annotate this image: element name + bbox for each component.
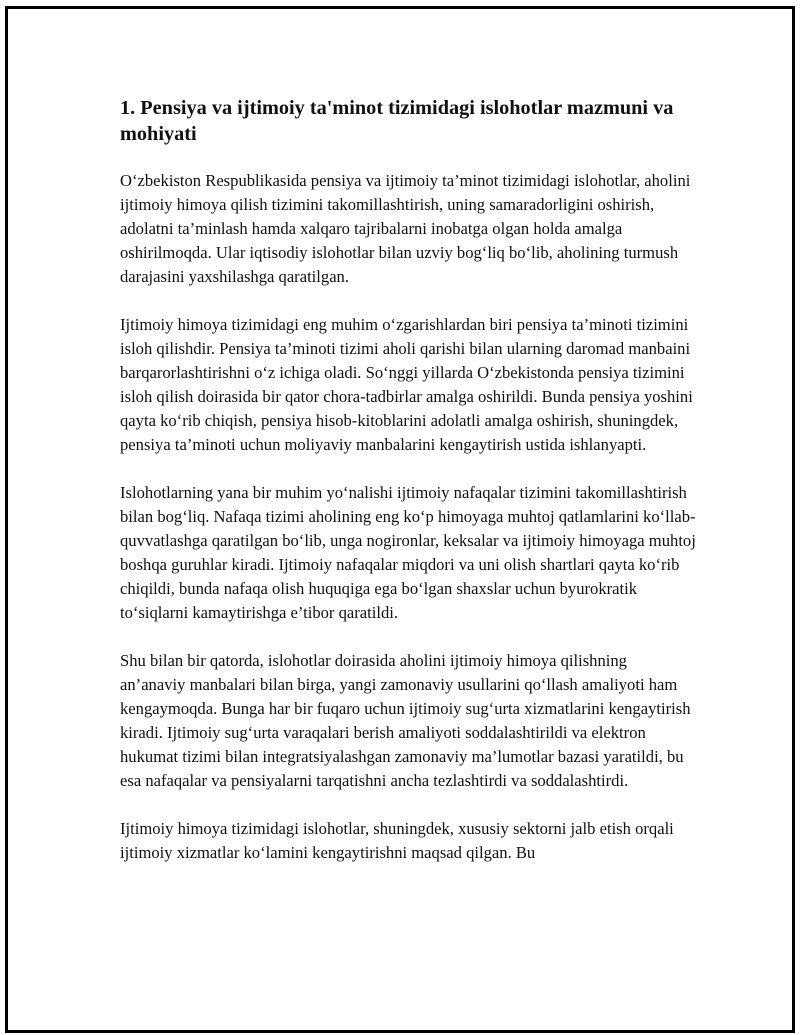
document-body: [120, 95, 696, 889]
paragraph-1: O‘zbekiston Respublikasida pensiya va ijtimoiy ta’minot tizimidagi islohotlar, aholini ijtimoiy himoya qilish tizimini takomillashtirish, uning samaradorligini oshirish, adolatni ta’minlash hamda xalqaro tajribalarni inobatga olgan holda amalga oshirilmoqda. Ular iqtisodiy islohotlar bilan uzviy bog‘liq bo‘lib, aholining turmush darajasini yaxshilashga qaratilgan.: [120, 171, 691, 286]
section-heading: 1. Pensiya va ijtimoiy ta'minot tizimidagi islohotlar mazmuni va mohiyati: [120, 97, 674, 145]
paragraph-4: Shu bilan bir qatorda, islohotlar doirasida aholini ijtimoiy himoya qilishning an’anaviy manbalari bilan birga, yangi zamonaviy usullarini qo‘llash amaliyoti ham kengaymoqda. Bunga har bir fuqaro uchun ijtimoiy sug‘urta xizmatlarini kengaytirish kiradi. Ijtimoiy sug‘urta varaqalari berish amaliyoti soddalashtirildi va elektron hukumat tizimi bilan integratsiyalashgan zamonaviy ma’lumotlar bazasi yaratildi, bu esa nafaqalar va pensiyalarni tarqatishni ancha tezlashtirdi va soddalashtirdi.: [120, 651, 691, 790]
paragraph-2: Ijtimoiy himoya tizimidagi eng muhim o‘zgarishlardan biri pensiya ta’minoti tizimini isloh qilishdir. Pensiya ta’minoti tizimi aholi qarishi bilan ularning daromad manbaini barqarorlashtirishni o‘z ichiga oladi. So‘nggi yillarda O‘zbekistonda pensiya tizimini isloh qilish doirasida bir qator chora-tadbirlar amalga oshirildi. Bunda pensiya yoshini qayta ko‘rib chiqish, pensiya hisob-kitoblarini adolatli amalga oshirish, shuningdek, pensiya ta’minoti uchun moliyaviy manbalarini kengaytirish ustida ishlanyapti.: [120, 315, 693, 454]
paragraph-5: Ijtimoiy himoya tizimidagi islohotlar, shuningdek, xususiy sektorni jalb etish orqali ijtimoiy xizmatlar ko‘lamini kengaytirishni maqsad qilgan. Bu: [120, 819, 674, 862]
paragraph-3: Islohotlarning yana bir muhim yo‘nalishi ijtimoiy nafaqalar tizimini takomillashtirish bilan bog‘liq. Nafaqa tizimi aholining eng ko‘p himoyaga muhtoj qatlamlarini ko‘llab-quvvatlashga qaratilgan bo‘lib, unga nogironlar, keksalar va ijtimoiy himoyaga muhtoj boshqa guruhlar kiradi. Ijtimoiy nafaqalar miqdori va uni olish shartlari qayta ko‘rib chiqildi, bunda nafaqa olish huquqiga ega bo‘lgan shaxslar uchun byurokratik to‘siqlarni kamaytirishga e’tibor qaratildi.: [120, 483, 696, 622]
page-frame: [5, 6, 795, 1033]
